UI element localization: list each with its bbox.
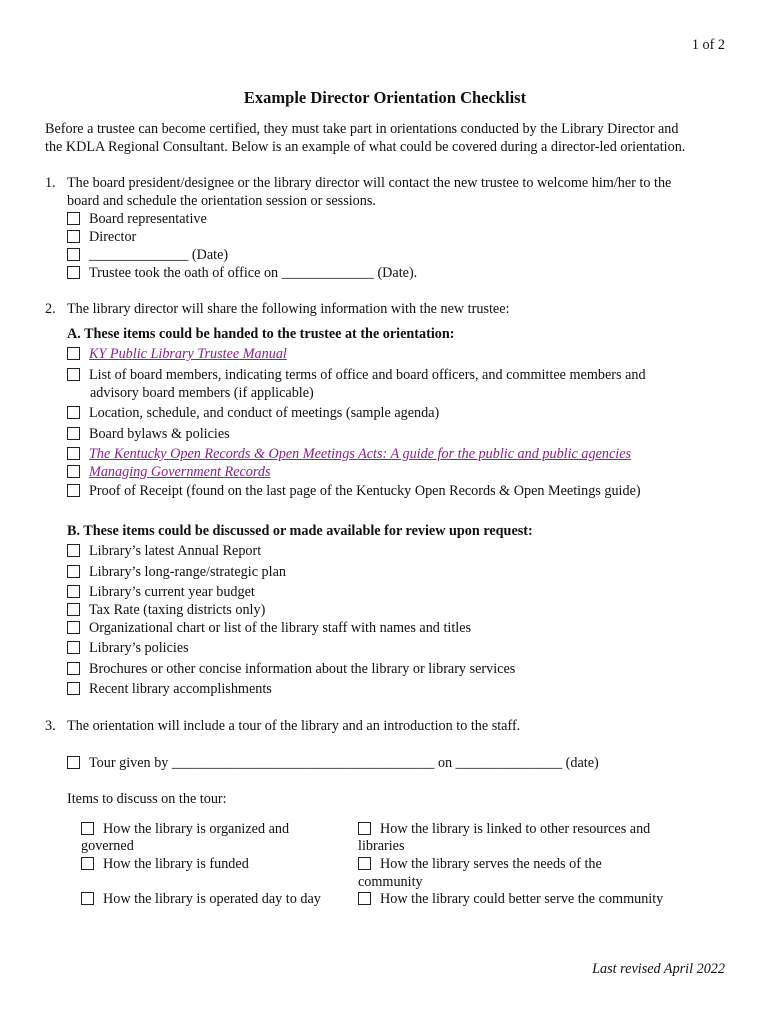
checkbox[interactable] — [67, 585, 80, 598]
checklist-item — [67, 463, 271, 481]
checkbox[interactable] — [67, 248, 80, 261]
checklist-item-label: ______________ (Date) — [89, 247, 229, 263]
checklist-item — [67, 660, 515, 678]
section-2-line — [45, 300, 509, 318]
checklist-item — [67, 246, 228, 264]
checkbox[interactable] — [67, 565, 80, 578]
checklist-item-label: Library’s current year budget — [89, 584, 255, 600]
checkbox[interactable] — [67, 347, 80, 360]
checklist-item — [81, 890, 321, 908]
checklist-item-label: Trustee took the oath of office on _____________ (Date). — [89, 265, 418, 281]
checklist-item-label: Brochures or other concise information about the library or library services — [89, 661, 516, 677]
checklist-item — [67, 639, 189, 657]
checklist-item-label: How the library is funded — [103, 856, 249, 872]
checklist-item — [81, 820, 289, 838]
checklist-item — [67, 345, 287, 363]
trustee-manual-link[interactable]: KY Public Library Trustee Manual — [89, 346, 287, 362]
checklist-item — [67, 425, 230, 443]
checklist-item-label: Library’s policies — [89, 640, 189, 656]
section-3-number: 3. — [45, 718, 56, 734]
checklist-item — [67, 210, 207, 228]
checklist-item-label: How the library serves the needs of the — [380, 856, 602, 872]
checkbox[interactable] — [67, 406, 80, 419]
checklist-item — [67, 680, 272, 698]
checkbox[interactable] — [358, 892, 371, 905]
section-1-number: 1. — [45, 175, 56, 191]
checklist-item — [67, 754, 599, 772]
checkbox[interactable] — [358, 857, 371, 870]
checklist-item — [67, 542, 261, 560]
checklist-item — [67, 583, 255, 601]
section-2-number: 2. — [45, 301, 56, 317]
checklist-item-label: Board representative — [89, 211, 207, 227]
checklist-item-label: Library’s long-range/strategic plan — [89, 564, 286, 580]
section-2b-heading: B. These items could be discussed or made available for review upon request: — [67, 523, 533, 539]
checkbox[interactable] — [67, 756, 80, 769]
checklist-item — [67, 404, 439, 422]
page-title: Example Director Orientation Checklist — [243, 88, 527, 107]
checklist-item — [67, 619, 471, 637]
checkbox[interactable] — [67, 603, 80, 616]
checkbox[interactable] — [67, 641, 80, 654]
section-3-line — [45, 717, 520, 735]
checklist-item-label: List of board members, indicating terms of office and board officers, and committee members and — [89, 367, 646, 383]
checklist-item — [81, 855, 249, 873]
checklist-item-label: Director — [89, 229, 137, 245]
checklist-item-label: Organizational chart or list of the library staff with names and titles — [89, 620, 472, 636]
section-1-line-2: board and schedule the orientation session or sessions. — [67, 193, 376, 209]
checklist-item-label: How the library could better serve the community — [380, 891, 664, 907]
checklist-item-label: Proof of Receipt (found on the last page of the Kentucky Open Records & Open Meetings guide) — [89, 483, 641, 499]
checklist-item — [67, 264, 417, 282]
open-records-guide-link[interactable]: The Kentucky Open Records & Open Meetings Acts: A guide for the public and public agencies — [89, 446, 632, 462]
section-2a-heading: A. These items could be handed to the trustee at the orientation: — [67, 326, 455, 342]
checkbox[interactable] — [67, 544, 80, 557]
checklist-item-continuation: governed — [81, 838, 134, 854]
checkbox[interactable] — [67, 465, 80, 478]
section-1-text: The board president/designee or the library director will contact the new trustee to welcome him/her to the — [67, 175, 672, 191]
checklist-item — [67, 563, 286, 581]
tour-items-heading: Items to discuss on the tour: — [67, 791, 227, 807]
tour-given-label: Tour given by _____________________________________ on _______________ (date) — [89, 755, 599, 771]
checkbox[interactable] — [67, 212, 80, 225]
checklist-item — [358, 855, 602, 873]
section-2-text: The library director will share the following information with the new trustee: — [67, 301, 510, 317]
checklist-item-continuation: advisory board members (if applicable) — [90, 385, 314, 401]
checklist-item-label: Tax Rate (taxing districts only) — [89, 602, 266, 618]
intro-line-1: Before a trustee can become certified, they must take part in orientations conducted by the Library Director and — [45, 121, 679, 137]
checkbox[interactable] — [67, 427, 80, 440]
checklist-item-label: Board bylaws & policies — [89, 426, 230, 442]
checklist-item-continuation: libraries — [358, 838, 405, 854]
checklist-item — [67, 366, 646, 384]
checkbox[interactable] — [358, 822, 371, 835]
checklist-item-label: How the library is organized and — [103, 821, 290, 837]
checklist-item-label: Recent library accomplishments — [89, 681, 272, 697]
checkbox[interactable] — [67, 682, 80, 695]
section-3-text: The orientation will include a tour of the library and an introduction to the staff. — [67, 718, 521, 734]
checkbox[interactable] — [67, 266, 80, 279]
checkbox[interactable] — [81, 822, 94, 835]
checklist-item-label: Location, schedule, and conduct of meetings (sample agenda) — [89, 405, 440, 421]
checkbox[interactable] — [67, 484, 80, 497]
checklist-item-label: How the library is operated day to day — [103, 891, 321, 907]
checklist-item — [358, 820, 650, 838]
section-1-line-1 — [45, 174, 671, 192]
checklist-item-continuation: community — [358, 874, 423, 890]
checkbox[interactable] — [81, 857, 94, 870]
checkbox[interactable] — [67, 662, 80, 675]
checkbox[interactable] — [67, 230, 80, 243]
checklist-item — [67, 445, 631, 463]
checklist-item — [358, 890, 663, 908]
checklist-item — [67, 601, 265, 619]
checklist-item-label: Library’s latest Annual Report — [89, 543, 262, 559]
page-number: 1 of 2 — [691, 37, 725, 53]
intro-line-2: the KDLA Regional Consultant. Below is an example of what could be covered during a director-led orientation. — [45, 139, 686, 155]
checklist-item — [67, 482, 641, 500]
checkbox[interactable] — [67, 368, 80, 381]
last-revised-note: Last revised April 2022 — [592, 961, 725, 977]
checklist-item-label: How the library is linked to other resources and — [380, 821, 651, 837]
government-records-link[interactable]: Managing Government Records — [89, 464, 271, 480]
checkbox[interactable] — [67, 447, 80, 460]
checkbox[interactable] — [81, 892, 94, 905]
checklist-item — [67, 228, 136, 246]
checkbox[interactable] — [67, 621, 80, 634]
